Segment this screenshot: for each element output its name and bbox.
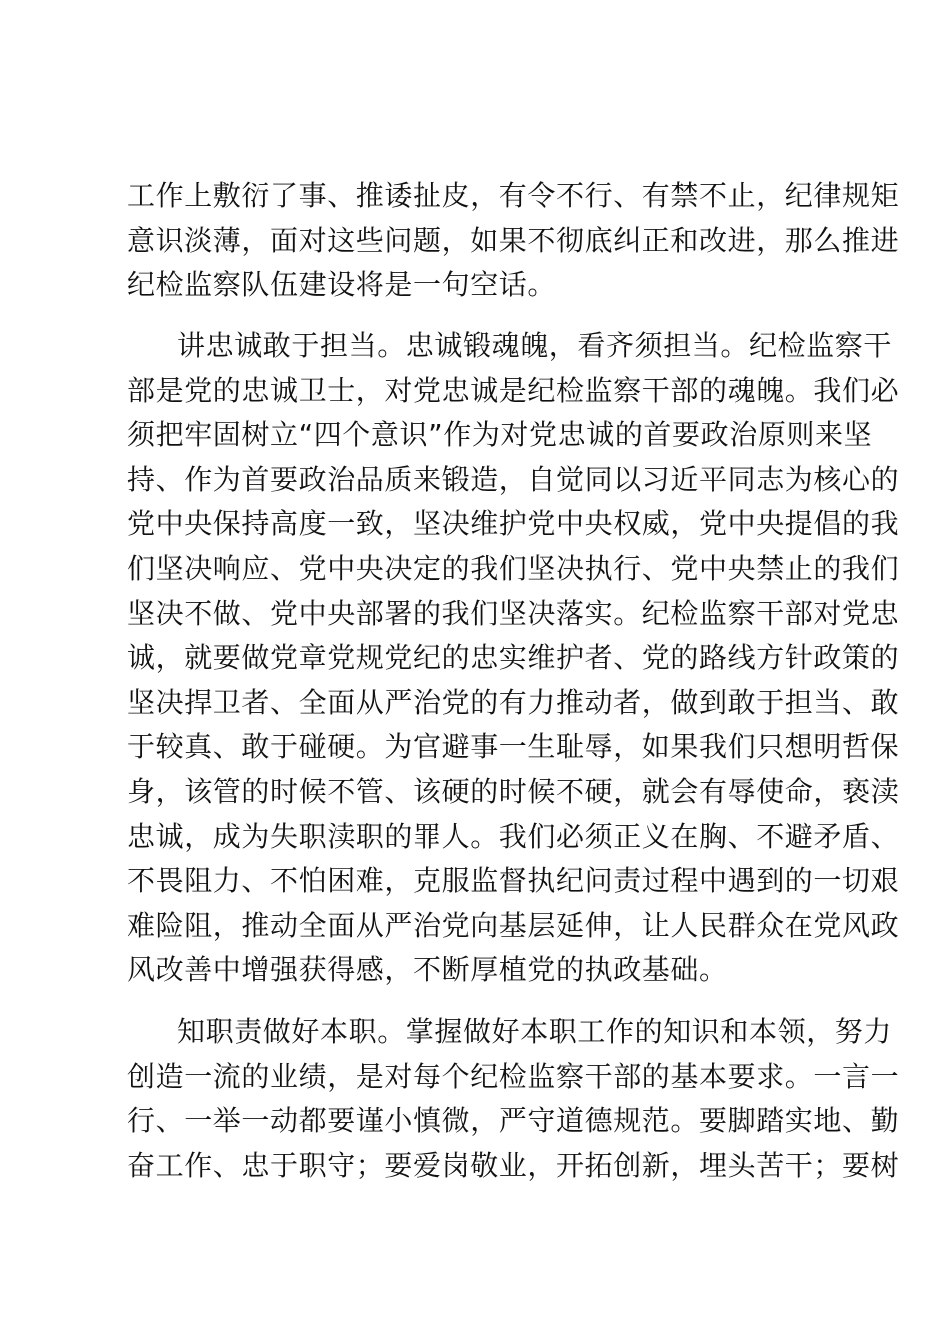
- text-line: 党中央保持高度一致，坚决维护党中央权威，党中央提倡的我: [127, 507, 900, 541]
- paragraph-2: [127, 324, 900, 993]
- text-line: 奋工作、忠于职守；要爱岗敬业，开拓创新，埋头苦干；要树: [127, 1148, 900, 1182]
- text-line: 坚决捍卫者、全面从严治党的有力推动者，做到敢于担当、敢: [127, 685, 900, 719]
- text-line: 须把牢固树立“四个意识”作为对党忠诚的首要政治原则来坚: [127, 418, 873, 452]
- text-line: 不畏阻力、不怕困难，克服监督执纪问责过程中遇到的一切艰: [127, 864, 900, 898]
- text-line: 诚，就要做党章党规党纪的忠实维护者、党的路线方针政策的: [127, 641, 900, 675]
- text-line: 知职责做好本职。掌握做好本职工作的知识和本领，努力: [177, 1015, 893, 1048]
- text-line: 风改善中增强获得感，不断厚植党的执政基础。: [127, 953, 728, 987]
- text-line: 们坚决响应、党中央决定的我们坚决执行、党中央禁止的我们: [127, 551, 900, 585]
- text-line: 创造一流的业绩，是对每个纪检监察干部的基本要求。一言一: [127, 1059, 900, 1093]
- text-line: 纪检监察队伍建设将是一句空话。: [127, 268, 557, 302]
- text-line: 身，该管的时候不管、该硬的时候不硬，就会有辱使命，亵渎: [127, 774, 900, 808]
- text-line: 忠诚，成为失职渎职的罪人。我们必须正义在胸、不避矛盾、: [127, 819, 900, 853]
- text-line: 意识淡薄，面对这些问题，如果不彻底纠正和改进，那么推进: [127, 223, 900, 257]
- text-line: 坚决不做、党中央部署的我们坚决落实。纪检监察干部对党忠: [127, 596, 900, 630]
- paragraph-1: [127, 174, 900, 308]
- text-line: 工作上敷衍了事、推诿扯皮，有令不行、有禁不止，纪律规矩: [127, 179, 900, 212]
- paragraph-3: [127, 1010, 900, 1188]
- text-line: 部是党的忠诚卫士，对党忠诚是纪检监察干部的魂魄。我们必: [127, 373, 900, 407]
- text-line: 讲忠诚敢于担当。忠诚锻魂魄，看齐须担当。纪检监察干: [177, 329, 893, 362]
- text-line: 于较真、敢于碰硬。为官避事一生耻辱，如果我们只想明哲保: [127, 730, 900, 764]
- text-line: 行、一举一动都要谨小慎微，严守道德规范。要脚踏实地、勤: [127, 1104, 900, 1138]
- text-line: 持、作为首要政治品质来锻造，自觉同以习近平同志为核心的: [127, 462, 900, 496]
- text-line: 难险阻，推动全面从严治党向基层延伸，让人民群众在党风政: [127, 908, 900, 942]
